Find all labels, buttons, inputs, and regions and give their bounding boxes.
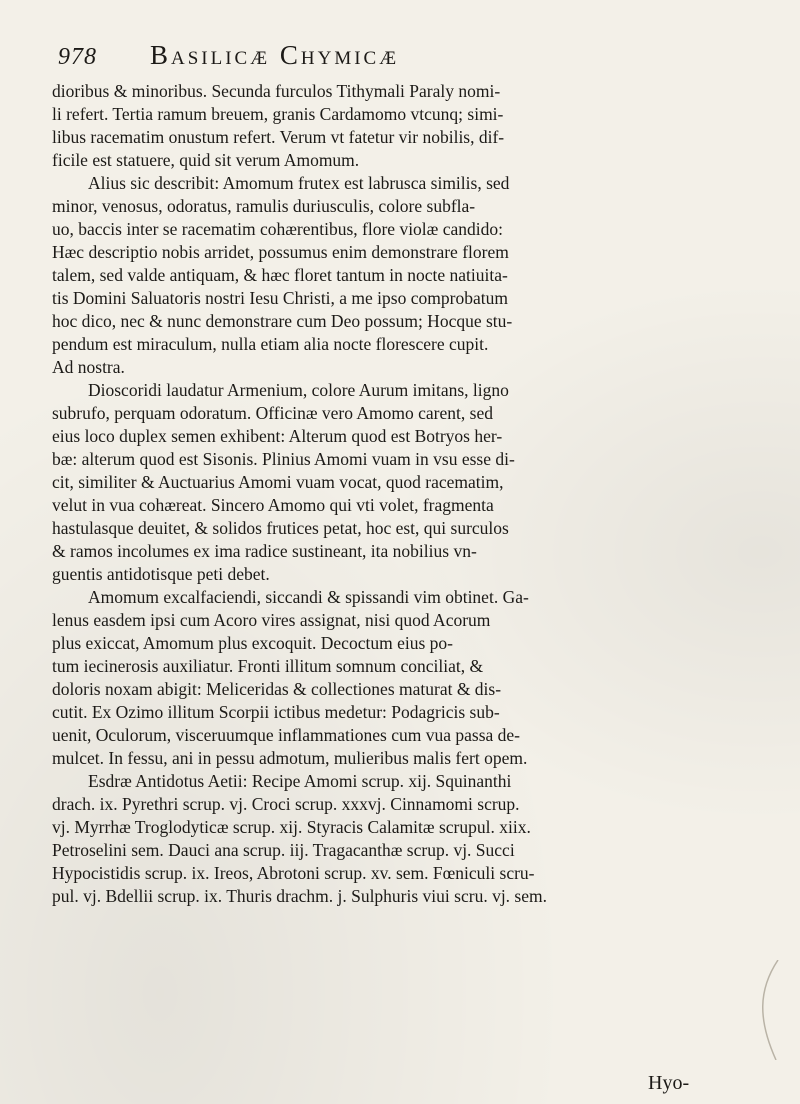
catchword: Hyo- — [648, 1072, 690, 1094]
text-line: dioribus & minoribus. Secunda furculos Tithymali Paraly nomi- — [52, 81, 501, 101]
text-line: & ramos incolumes ex ima radice sustineant, ita nobilius vn- — [52, 541, 477, 561]
text-line: doloris noxam abigit: Meliceridas & collectiones maturat & dis- — [52, 679, 502, 699]
text-line: Hypocistidis scrup. ix. Ireos, Abrotoni scrup. xv. sem. Fœniculi scru- — [52, 863, 535, 883]
text-line: cutit. Ex Ozimo illitum Scorpii ictibus medetur: Podagricis sub- — [52, 702, 500, 722]
text-line: uo, baccis inter se racematim cohærentibus, flore violæ candido: — [52, 219, 503, 239]
page-curl-decoration — [748, 960, 788, 1060]
body-text — [52, 80, 727, 1080]
text-line: hoc dico, nec & nunc demonstrare cum Deo possum; Hocque stu- — [52, 311, 513, 331]
running-head: Basilicæ Chymicæ — [150, 40, 400, 70]
text-line: ficile est statuere, quid sit verum Amomum. — [52, 150, 360, 170]
text-line: Petroselini sem. Dauci ana scrup. iij. Tragacanthæ scrup. vj. Succi — [52, 840, 515, 860]
paragraph — [52, 770, 727, 908]
text-line: Alius sic describit: Amomum frutex est labrusca similis, sed — [88, 173, 510, 193]
text-line: hastulasque deuitet, & solidos frutices petat, hoc est, qui surculos — [52, 518, 509, 538]
text-line: Ad nostra. — [52, 357, 125, 377]
text-line: pul. vj. Bdellii scrup. ix. Thuris drachm. j. Sulphuris viui scru. vj. sem. — [52, 886, 547, 906]
text-line: talem, sed valde antiquam, & hæc floret tantum in nocte natiuita- — [52, 265, 508, 285]
text-line: pendum est miraculum, nulla etiam alia nocte florescere cupit. — [52, 334, 489, 354]
text-line: eius loco duplex semen exhibent: Alterum quod est Botryos her- — [52, 426, 503, 446]
text-line: guentis antidotisque peti debet. — [52, 564, 270, 584]
text-line: libus racematim onustum refert. Verum vt fatetur vir nobilis, dif- — [52, 127, 505, 147]
page-number: 978 — [58, 44, 97, 70]
text-line: Amomum excalfaciendi, siccandi & spissandi vim obtinet. Ga- — [88, 587, 529, 607]
paragraph — [52, 379, 727, 586]
text-line: minor, venosus, odoratus, ramulis duriusculis, colore subfla- — [52, 196, 476, 216]
paragraph — [52, 80, 727, 172]
page-header — [58, 40, 718, 76]
text-line: Hæc descriptio nobis arridet, possumus enim demonstrare florem — [52, 242, 509, 262]
text-line: li refert. Tertia ramum breuem, granis Cardamomo vtcunq; simi- — [52, 104, 504, 124]
text-line: cit, similiter & Auctuarius Amomi vuam vocat, quod racematim, — [52, 472, 504, 492]
text-line: tum iecinerosis auxiliatur. Fronti illitum somnum conciliat, & — [52, 656, 484, 676]
text-line: bæ: alterum quod est Sisonis. Plinius Amomi vuam in vsu esse di- — [52, 449, 515, 469]
paragraph — [52, 586, 727, 770]
text-line: mulcet. In fessu, ani in pessu admotum, mulieribus malis fert opem. — [52, 748, 528, 768]
text-line: lenus easdem ipsi cum Acoro vires assignat, nisi quod Acorum — [52, 610, 491, 630]
text-line: vj. Myrrhæ Troglodyticæ scrup. xij. Styracis Calamitæ scrupul. xiix. — [52, 817, 531, 837]
text-line: subrufo, perquam odoratum. Officinæ vero Amomo carent, sed — [52, 403, 493, 423]
text-line: uenit, Oculorum, visceruumque inflammationes cum vua passa de- — [52, 725, 520, 745]
text-line: plus exiccat, Amomum plus excoquit. Decoctum eius po- — [52, 633, 453, 653]
text-line: Esdræ Antidotus Aetii: Recipe Amomi scrup. xij. Squinanthi — [88, 771, 512, 791]
text-line: velut in vua cohæreat. Sincero Amomo qui vti volet, fragmenta — [52, 495, 494, 515]
text-line: Dioscoridi laudatur Armenium, colore Aurum imitans, ligno — [88, 380, 509, 400]
text-line: tis Domini Saluatoris nostri Iesu Christi, a me ipso comprobatum — [52, 288, 508, 308]
paragraph — [52, 172, 727, 379]
text-line: drach. ix. Pyrethri scrup. vj. Croci scrup. xxxvj. Cinnamomi scrup. — [52, 794, 520, 814]
